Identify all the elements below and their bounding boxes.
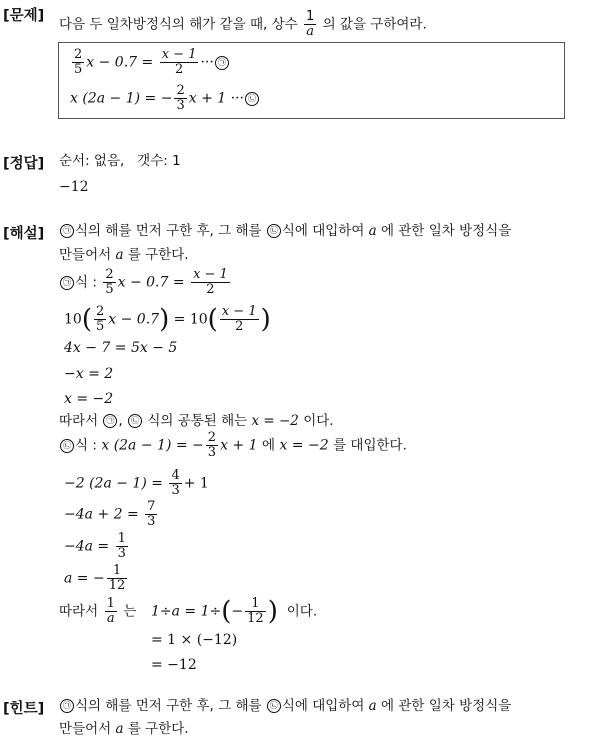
frac-den: 2 [220, 319, 259, 334]
step-4: −x = 2 [64, 366, 114, 382]
frac-num: 1 [117, 531, 126, 546]
eq1-tail: ··· [200, 54, 214, 71]
frac-num: 2 [207, 430, 217, 445]
text: 따라서 [59, 413, 99, 429]
expr: x (2a − 1) = − [101, 437, 204, 454]
hint-label: [힌트] [3, 701, 45, 717]
equation-1 [70, 48, 230, 77]
explanation-line-1 [59, 223, 511, 239]
circle-mark-1: ㉠ [60, 276, 74, 290]
problem-text-after: 의 값을 구하여라. [322, 16, 427, 33]
explanation-label: [해설] [3, 226, 45, 242]
text: 식의 해를 먼저 구한 후, 그 해를 [75, 698, 262, 714]
text: 만들어서 [59, 721, 112, 737]
frac-den: 3 [171, 483, 180, 498]
frac-num: x − 1 [221, 304, 257, 319]
text: 를 대입한다. [333, 437, 407, 454]
frac-num: 7 [147, 499, 156, 514]
step-14: = −12 [151, 657, 197, 673]
expr: 1÷a = 1÷ [151, 603, 222, 620]
frac-den: 12 [247, 611, 264, 626]
problem-text [59, 10, 427, 39]
frac-num: 2 [105, 267, 114, 282]
expr: a = − [64, 570, 105, 587]
expr: −2 (2a − 1) = [64, 475, 163, 492]
frac-num: 4 [171, 468, 180, 483]
text: 식의 공통된 해는 [147, 413, 248, 429]
frac-num: 2 [176, 83, 185, 98]
text: 따라서 [59, 603, 99, 620]
expr: = 10 [173, 311, 208, 328]
equation-2 [70, 84, 260, 113]
step-13: = 1 × (−12) [151, 632, 238, 648]
text: 에 [261, 437, 275, 454]
frac-num: 1 [251, 596, 260, 611]
var-a: a [368, 223, 377, 239]
circle-mark-1: ㉠ [60, 224, 74, 238]
circle-mark-1: ㉠ [215, 56, 229, 70]
circle-mark-1: ㉠ [103, 414, 117, 428]
text: 를 구한다. [127, 247, 189, 263]
frac-den: 2 [191, 282, 230, 297]
eq2-tail: x + 1 ··· [188, 90, 244, 107]
text: 만들어서 [59, 247, 112, 263]
expr: 10 [64, 311, 82, 328]
frac-num: 1 [112, 563, 122, 578]
circle-mark-2: ㉡ [267, 699, 281, 713]
var-a: a [368, 698, 377, 714]
expr: + 1 [183, 475, 209, 492]
circle-mark-2: ㉡ [128, 414, 142, 428]
text: 는 [123, 603, 137, 620]
text: 에 관한 일차 방정식을 [381, 698, 512, 714]
text: 식 : [75, 437, 97, 454]
step-7 [59, 431, 407, 460]
problem-label: [문제] [3, 8, 45, 24]
frac-num: 2 [74, 47, 83, 62]
var-a: a [115, 721, 124, 737]
expr: x = −2 [251, 413, 299, 429]
count-label: 갯수: 1 [137, 153, 181, 169]
order-label: 순서: 없음, [59, 153, 125, 169]
expr: x − 0.7 [108, 311, 160, 328]
step-10 [64, 532, 130, 561]
answer-meta [59, 153, 181, 169]
step-6 [59, 413, 334, 429]
text: 식에 대입하여 [281, 698, 365, 714]
text: 를 구한다. [127, 721, 189, 737]
frac-den: a [105, 611, 117, 626]
text: 식의 해를 먼저 구한 후, 그 해를 [75, 223, 262, 239]
hint-line-1 [59, 698, 511, 714]
step-11 [64, 564, 129, 593]
frac-den: 12 [108, 578, 126, 593]
frac-den: 3 [117, 546, 126, 561]
circle-mark-2: ㉡ [60, 439, 74, 453]
expr: x = −2 [279, 437, 329, 454]
frac-den: 5 [95, 319, 105, 334]
frac-den: 5 [105, 282, 114, 297]
text: , [118, 413, 123, 429]
frac-den: 3 [176, 98, 185, 113]
step-2: 10( $\frac{2}{5}$ x − 0.7) = 10( $\frac{x - 1}{2}$ ) [64, 304, 271, 335]
frac-den: 3 [207, 445, 217, 460]
text: 이다. [286, 603, 318, 620]
expr: x − 0.7 = [117, 274, 185, 291]
step-1 [59, 268, 232, 297]
expr: −4a + 2 = [64, 506, 139, 523]
frac-num: 1 [106, 596, 115, 611]
step-12 [59, 597, 136, 626]
circle-mark-2: ㉡ [245, 92, 259, 106]
frac-den: 5 [74, 62, 83, 77]
circle-mark-2: ㉡ [267, 224, 281, 238]
frac-den: 2 [160, 62, 199, 77]
problem-text-before: 다음 두 일차방정식의 해가 같을 때, 상수 [59, 16, 298, 33]
text: 이다. [303, 413, 334, 429]
frac-num: 2 [95, 304, 105, 319]
frac-num: x − 1 [193, 267, 228, 282]
expr: − [231, 603, 244, 620]
expr: −4a = [64, 538, 110, 555]
hint-line-2 [59, 721, 189, 737]
step-8 [64, 469, 209, 498]
frac-den: 3 [147, 514, 156, 529]
step-12-expr: 1÷a = 1÷(− $\frac{1}{12}$ ) 이다. [151, 596, 318, 627]
step-9 [64, 500, 159, 529]
explanation-line-2 [59, 247, 189, 263]
frac-den: a [304, 24, 316, 39]
frac-num: x − 1 [161, 47, 197, 62]
var-a: a [115, 247, 124, 263]
text: 에 관한 일차 방정식을 [381, 223, 512, 239]
eq1-mid: x − 0.7 = [86, 54, 154, 71]
text: 식에 대입하여 [281, 223, 365, 239]
step-5: x = −2 [64, 391, 114, 407]
frac-num: 1 [306, 9, 315, 24]
step-3: 4x − 7 = 5x − 5 [64, 340, 178, 356]
answer-label: [정답] [3, 156, 45, 172]
problem-fraction [304, 10, 316, 39]
eq2-lhs: x (2a − 1) = − [70, 90, 173, 107]
expr: x + 1 [220, 437, 258, 454]
text: 식 : [75, 274, 97, 291]
answer-value: −12 [59, 179, 89, 195]
circle-mark-1: ㉠ [60, 699, 74, 713]
